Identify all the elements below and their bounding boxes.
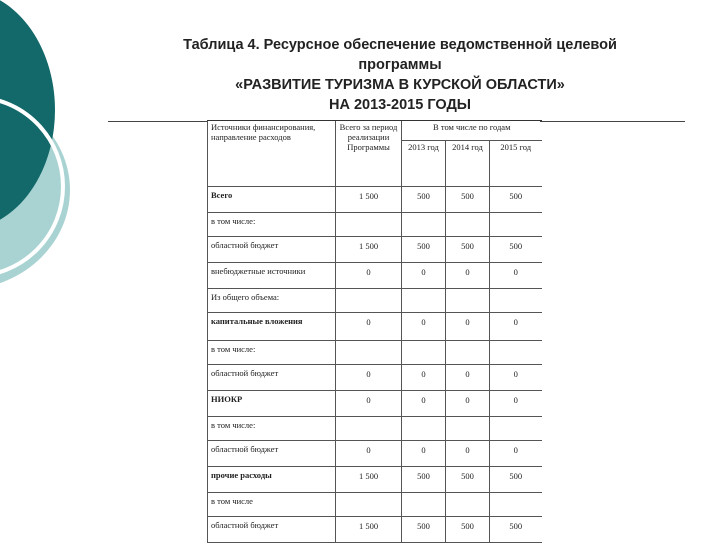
cell-y2013: 500: [402, 187, 446, 213]
table-row: [208, 237, 542, 263]
cell-y2013: 0: [402, 391, 446, 417]
header-2015: 2015 год: [490, 141, 542, 187]
cell-y2013: 500: [402, 517, 446, 543]
cell-y2013: 0: [402, 441, 446, 467]
cell-total: 1 500: [336, 237, 402, 263]
cell-y2013: [402, 289, 446, 313]
table-header-row: [208, 121, 542, 141]
header-source: Источники финансирования, направление расходов: [208, 121, 336, 187]
cell-total: [336, 493, 402, 517]
table-row: [208, 187, 542, 213]
cell-y2014: [446, 493, 490, 517]
cell-y2015: 500: [490, 467, 542, 493]
slide-title: [140, 35, 660, 115]
cell-y2015: [490, 493, 542, 517]
cell-y2014: 500: [446, 187, 490, 213]
cell-y2014: 0: [446, 441, 490, 467]
title-line-1: Таблица 4. Ресурсное обеспечение ведомственной целевой: [183, 37, 617, 53]
header-2014: 2014 год: [446, 141, 490, 187]
decorative-circle-ring: [0, 95, 65, 278]
cell-total: [336, 289, 402, 313]
cell-y2014: 500: [446, 237, 490, 263]
header-2013: 2013 год: [402, 141, 446, 187]
cell-y2014: 0: [446, 365, 490, 391]
cell-y2014: [446, 417, 490, 441]
cell-y2014: [446, 341, 490, 365]
cell-total: 0: [336, 313, 402, 341]
row-label: в том числе:: [208, 213, 336, 237]
cell-total: 0: [336, 391, 402, 417]
row-label: в том числе: [208, 493, 336, 517]
cell-y2014: 0: [446, 391, 490, 417]
cell-y2015: 500: [490, 237, 542, 263]
cell-y2013: 0: [402, 365, 446, 391]
cell-y2015: [490, 289, 542, 313]
cell-total: 1 500: [336, 187, 402, 213]
cell-total: [336, 417, 402, 441]
row-label: областной бюджет: [208, 517, 336, 543]
table-row: [208, 517, 542, 543]
cell-y2015: 0: [490, 391, 542, 417]
row-label: прочие расходы: [208, 467, 336, 493]
cell-y2013: [402, 493, 446, 517]
row-label: областной бюджет: [208, 365, 336, 391]
cell-y2014: 500: [446, 467, 490, 493]
row-label: Из общего объема:: [208, 289, 336, 313]
cell-total: [336, 341, 402, 365]
title-line-2: программы: [358, 57, 442, 73]
cell-y2013: [402, 341, 446, 365]
divider-right: [540, 121, 685, 122]
cell-y2013: 0: [402, 313, 446, 341]
cell-y2014: [446, 289, 490, 313]
table-row: [208, 213, 542, 237]
cell-y2013: 0: [402, 263, 446, 289]
header-total: Всего за период реализации Программы: [336, 121, 402, 187]
cell-y2015: 0: [490, 365, 542, 391]
table-row: [208, 263, 542, 289]
table-row: [208, 467, 542, 493]
cell-total: 1 500: [336, 467, 402, 493]
header-by-years: В том числе по годам: [402, 121, 542, 141]
row-label: НИОКР: [208, 391, 336, 417]
table-row: [208, 341, 542, 365]
table-row: [208, 289, 542, 313]
cell-y2014: [446, 213, 490, 237]
cell-total: 0: [336, 441, 402, 467]
cell-y2013: [402, 213, 446, 237]
table-row: [208, 493, 542, 517]
row-label: областной бюджет: [208, 237, 336, 263]
cell-y2015: 500: [490, 187, 542, 213]
resource-table: [207, 120, 542, 543]
table-row: [208, 417, 542, 441]
row-label: внебюджетные источники: [208, 263, 336, 289]
row-label: капитальные вложения: [208, 313, 336, 341]
cell-y2013: 500: [402, 237, 446, 263]
cell-total: 0: [336, 365, 402, 391]
cell-y2013: [402, 417, 446, 441]
cell-y2015: 0: [490, 313, 542, 341]
title-line-3: «РАЗВИТИЕ ТУРИЗМА В КУРСКОЙ ОБЛАСТИ»: [235, 77, 565, 93]
row-label: областной бюджет: [208, 441, 336, 467]
cell-y2015: 500: [490, 517, 542, 543]
cell-y2015: [490, 213, 542, 237]
cell-total: [336, 213, 402, 237]
cell-y2015: [490, 341, 542, 365]
cell-y2014: 0: [446, 263, 490, 289]
row-label: в том числе:: [208, 341, 336, 365]
table-row: [208, 365, 542, 391]
divider-left: [108, 121, 208, 122]
title-line-4: НА 2013-2015 ГОДЫ: [329, 97, 471, 113]
cell-y2014: 500: [446, 517, 490, 543]
table-row: [208, 441, 542, 467]
cell-y2015: [490, 417, 542, 441]
cell-y2013: 500: [402, 467, 446, 493]
cell-total: 1 500: [336, 517, 402, 543]
cell-y2014: 0: [446, 313, 490, 341]
cell-y2015: 0: [490, 263, 542, 289]
table-row: [208, 313, 542, 341]
cell-y2015: 0: [490, 441, 542, 467]
row-label: Всего: [208, 187, 336, 213]
table-row: [208, 391, 542, 417]
row-label: в том числе:: [208, 417, 336, 441]
cell-total: 0: [336, 263, 402, 289]
